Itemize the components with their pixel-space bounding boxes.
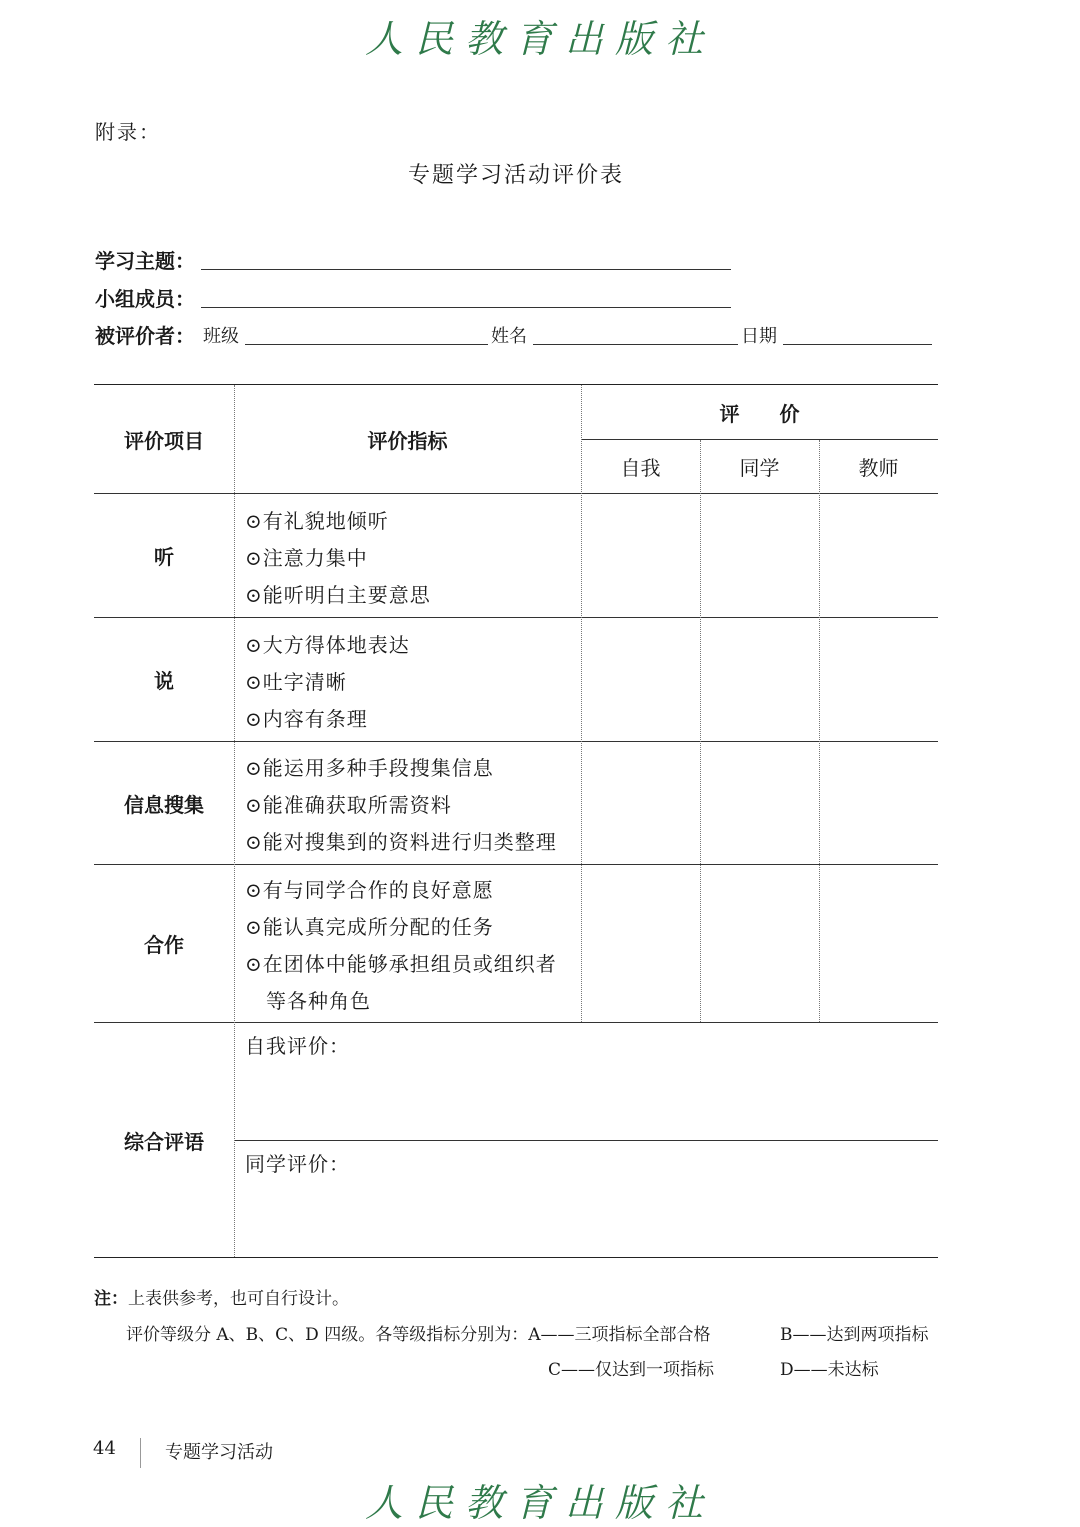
indicator: ⊙能认真完成所分配的任务	[245, 915, 494, 939]
indicator: ⊙内容有条理	[245, 707, 368, 731]
note-3-c: C——仅达到一项指标	[548, 1360, 715, 1380]
row-item-summary: 综合评语	[124, 1129, 204, 1154]
date-line[interactable]	[783, 344, 932, 345]
class-label: 班级	[203, 326, 239, 347]
members-line[interactable]	[201, 307, 731, 308]
indicator: ⊙能运用多种手段搜集信息	[245, 756, 494, 780]
name-label: 姓名	[491, 326, 527, 347]
header-peer: 同学	[739, 456, 780, 480]
publisher-logo-top: 人民教育出版社	[364, 17, 715, 61]
class-line[interactable]	[245, 344, 488, 345]
footer-divider	[140, 1438, 141, 1468]
row-item-cooperate: 合作	[144, 933, 184, 957]
self-eval-label: 自我评价：	[245, 1034, 350, 1058]
name-line[interactable]	[533, 344, 738, 345]
note-2: 评价等级分 A、B、C、D 四级。各等级指标分别为：A——三项指标全部合格	[126, 1325, 711, 1345]
summary-split-rule	[234, 1140, 938, 1141]
col-divider-1	[234, 385, 235, 1257]
members-field	[95, 283, 195, 312]
note-3-d: D——未达标	[780, 1360, 879, 1380]
col-divider-4	[819, 440, 820, 1022]
row-item-speak: 说	[154, 669, 174, 693]
indicator: ⊙能听明白主要意思	[245, 583, 431, 607]
topic-line[interactable]	[201, 269, 731, 270]
row-item-info: 信息搜集	[124, 792, 204, 817]
topic-label: 学习主题：	[95, 249, 195, 273]
note-1-text: 上表供参考，也可自行设计。	[128, 1289, 349, 1309]
page-number: 44	[93, 1438, 116, 1459]
header-indicator: 评价指标	[367, 428, 448, 453]
indicator: ⊙能准确获取所需资料	[245, 793, 452, 817]
publisher-logo-bottom: 人民教育出版社	[364, 1481, 715, 1525]
date-label: 日期	[741, 326, 777, 347]
form-title: 专题学习活动评价表	[407, 163, 624, 188]
col-divider-3	[700, 440, 701, 1022]
indicator: ⊙注意力集中	[245, 546, 368, 570]
indicator: ⊙大方得体地表达	[245, 633, 410, 657]
indicator: 等各种角色	[245, 989, 371, 1013]
members-label: 小组成员：	[95, 287, 195, 311]
table-bottom-rule	[94, 1257, 938, 1258]
indicator: ⊙有与同学合作的良好意愿	[245, 878, 494, 902]
indicator: ⊙能对搜集到的资料进行归类整理	[245, 830, 557, 854]
peer-eval-label: 同学评价：	[245, 1152, 350, 1176]
row-item-listen: 听	[154, 545, 174, 569]
header-item: 评价项目	[124, 428, 204, 453]
indicator: ⊙在团体中能够承担组员或组织者	[245, 952, 557, 976]
footer-section: 专题学习活动	[165, 1442, 273, 1463]
note-2-b: B——达到两项指标	[780, 1325, 929, 1345]
note-1	[94, 1284, 349, 1309]
topic-field	[95, 245, 195, 274]
note-label: 注：	[94, 1289, 128, 1309]
indicator: ⊙有礼貌地倾听	[245, 509, 389, 533]
indicator: ⊙吐字清晰	[245, 670, 347, 694]
header-teacher: 教师	[858, 456, 899, 480]
header-self: 自我	[620, 456, 661, 480]
appendix-label: 附录：	[95, 120, 161, 144]
evaluatee-label: 被评价者：	[95, 324, 195, 348]
header-eval: 评 价	[719, 401, 800, 426]
evaluatee-field	[95, 320, 945, 349]
